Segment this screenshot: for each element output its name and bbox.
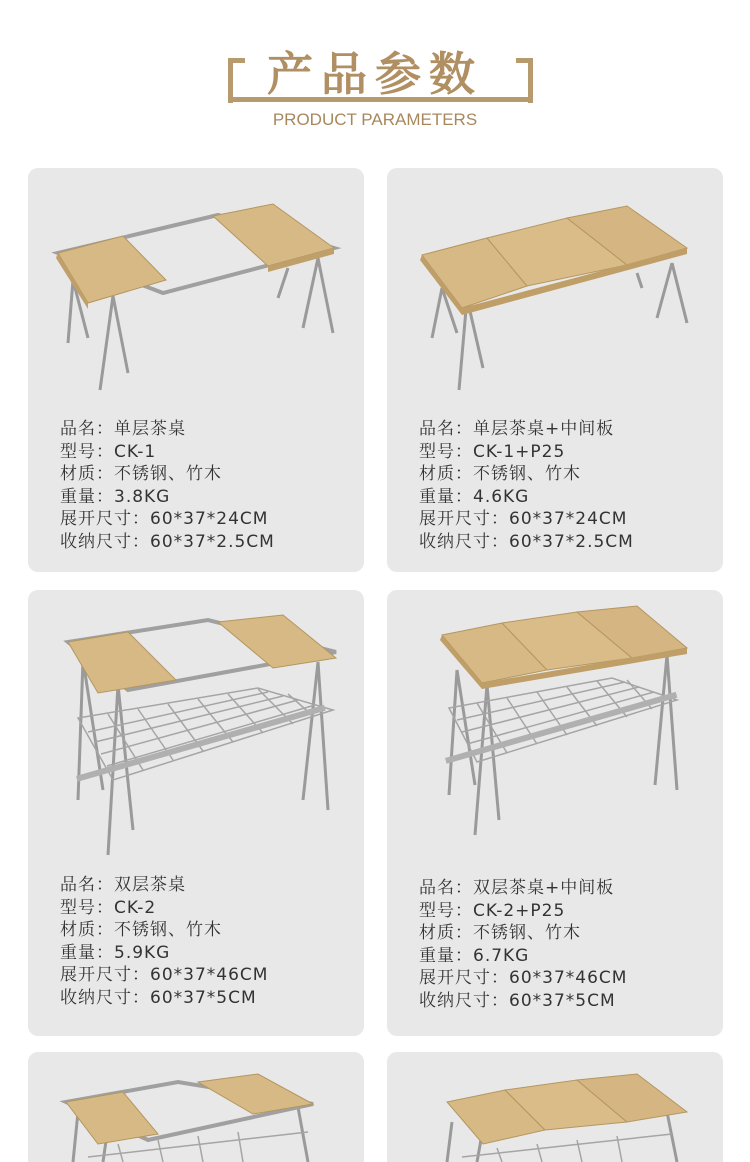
page-title: 产品参数 <box>267 47 483 101</box>
spec-weight: 重量：5.9KG <box>60 942 171 963</box>
spec-model: 型号：CK-1 <box>60 441 157 462</box>
table-image-ck2-p25 <box>387 590 723 870</box>
page-subtitle: PRODUCT PARAMETERS <box>272 110 478 129</box>
spec-list <box>60 874 268 1010</box>
product-card-ck2-p25 <box>387 590 723 1036</box>
spec-material: 材质：不锈钢、竹木 <box>419 923 581 944</box>
spec-open-size: 展开尺寸：60*37*24CM <box>419 509 628 530</box>
spec-name: 品名：双层茶桌+中间板 <box>419 878 615 898</box>
spec-list <box>419 877 627 1013</box>
spec-material: 材质：不锈钢、竹木 <box>60 920 222 941</box>
spec-name: 品名：双层茶桌 <box>60 875 186 895</box>
table-image-partial-right <box>387 1052 723 1162</box>
spec-fold-size: 收纳尺寸：60*37*5CM <box>419 990 616 1011</box>
spec-material: 材质：不锈钢、竹木 <box>419 464 581 485</box>
spec-name: 品名：单层茶桌+中间板 <box>419 419 615 439</box>
product-card-ck1-p25 <box>387 168 723 572</box>
product-card-ck1 <box>28 168 364 572</box>
spec-weight: 重量：6.7KG <box>419 945 530 966</box>
section-header <box>0 0 750 150</box>
product-card-ck2 <box>28 590 364 1036</box>
spec-fold-size: 收纳尺寸：60*37*5CM <box>60 987 257 1008</box>
spec-material: 材质：不锈钢、竹木 <box>60 464 222 485</box>
spec-list <box>419 418 634 554</box>
spec-weight: 重量：3.8KG <box>60 486 171 507</box>
spec-open-size: 展开尺寸：60*37*46CM <box>419 968 628 989</box>
spec-open-size: 展开尺寸：60*37*24CM <box>60 509 269 530</box>
spec-list <box>60 418 275 554</box>
table-image-ck2 <box>28 590 364 870</box>
table-image-ck1-p25 <box>387 168 723 408</box>
spec-name: 品名：单层茶桌 <box>60 419 186 439</box>
spec-model: 型号：CK-2+P25 <box>419 900 566 921</box>
spec-fold-size: 收纳尺寸：60*37*2.5CM <box>60 531 275 552</box>
spec-model: 型号：CK-1+P25 <box>419 441 566 462</box>
table-image-ck1 <box>28 168 364 408</box>
product-card-partial-left <box>28 1052 364 1162</box>
spec-open-size: 展开尺寸：60*37*46CM <box>60 965 269 986</box>
spec-fold-size: 收纳尺寸：60*37*2.5CM <box>419 531 634 552</box>
product-card-partial-right <box>387 1052 723 1162</box>
table-image-partial-left <box>28 1052 364 1162</box>
spec-model: 型号：CK-2 <box>60 897 157 918</box>
spec-weight: 重量：4.6KG <box>419 486 530 507</box>
